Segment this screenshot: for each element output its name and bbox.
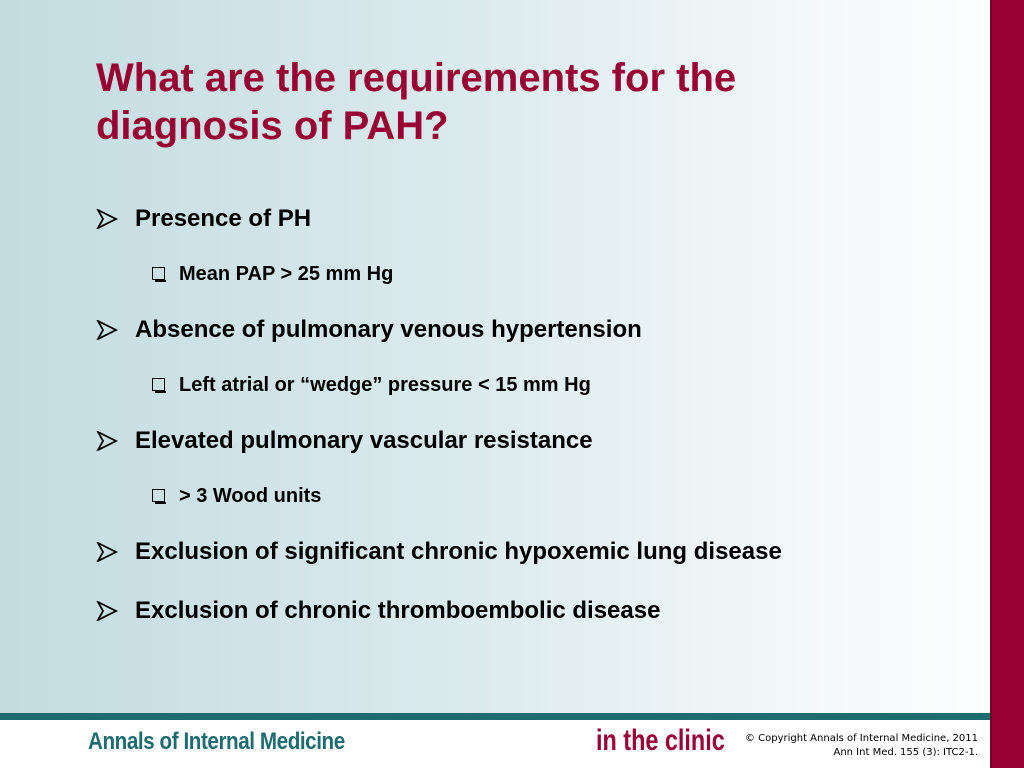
bullet-text: Exclusion of chronic thromboembolic disease (135, 597, 661, 624)
series-logo-text: in the clinic (596, 724, 725, 757)
checkbox-bullet-icon (152, 489, 165, 502)
bullet-item (96, 316, 642, 344)
bullet-item (96, 427, 593, 455)
sub-bullet-text: > 3 Wood units (179, 485, 322, 507)
bullet-text: Absence of pulmonary venous hypertension (135, 316, 642, 343)
copyright-notice (745, 732, 978, 760)
arrowhead-bullet-icon (96, 542, 118, 562)
sub-bullet-item (152, 262, 393, 286)
bullet-item (96, 597, 660, 625)
bullet-text: Presence of PH (135, 205, 312, 232)
arrowhead-bullet-icon (96, 601, 118, 621)
copyright-line-1: © Copyright Annals of Internal Medicine, 2011 (744, 733, 978, 744)
sub-bullet-item (152, 484, 321, 508)
copyright-line-2: Ann Int Med. 155 (3): ITC2-1. (833, 747, 978, 758)
sub-bullet-item (152, 373, 591, 397)
slide-title (96, 54, 956, 150)
sub-bullet-text: Mean PAP > 25 mm Hg (179, 263, 394, 285)
arrowhead-bullet-icon (96, 431, 118, 451)
checkbox-bullet-icon (152, 378, 165, 391)
sub-bullet-text: Left atrial or “wedge” pressure < 15 mm Hg (179, 374, 591, 396)
slide-title-line-1: What are the requirements for the (96, 56, 737, 100)
bullet-text: Exclusion of significant chronic hypoxemic lung disease (135, 538, 782, 565)
journal-logo-text: Annals of Internal Medicine (88, 728, 345, 755)
arrowhead-bullet-icon (96, 320, 118, 340)
bullet-item (96, 538, 782, 566)
bullet-text: Elevated pulmonary vascular resistance (135, 427, 593, 454)
checkbox-bullet-icon (152, 267, 165, 280)
right-accent-bar (990, 0, 1024, 768)
slide-title-line-2: diagnosis of PAH? (96, 104, 449, 148)
arrowhead-bullet-icon (96, 209, 118, 229)
bullet-item (96, 205, 311, 233)
footer-divider (0, 713, 990, 720)
